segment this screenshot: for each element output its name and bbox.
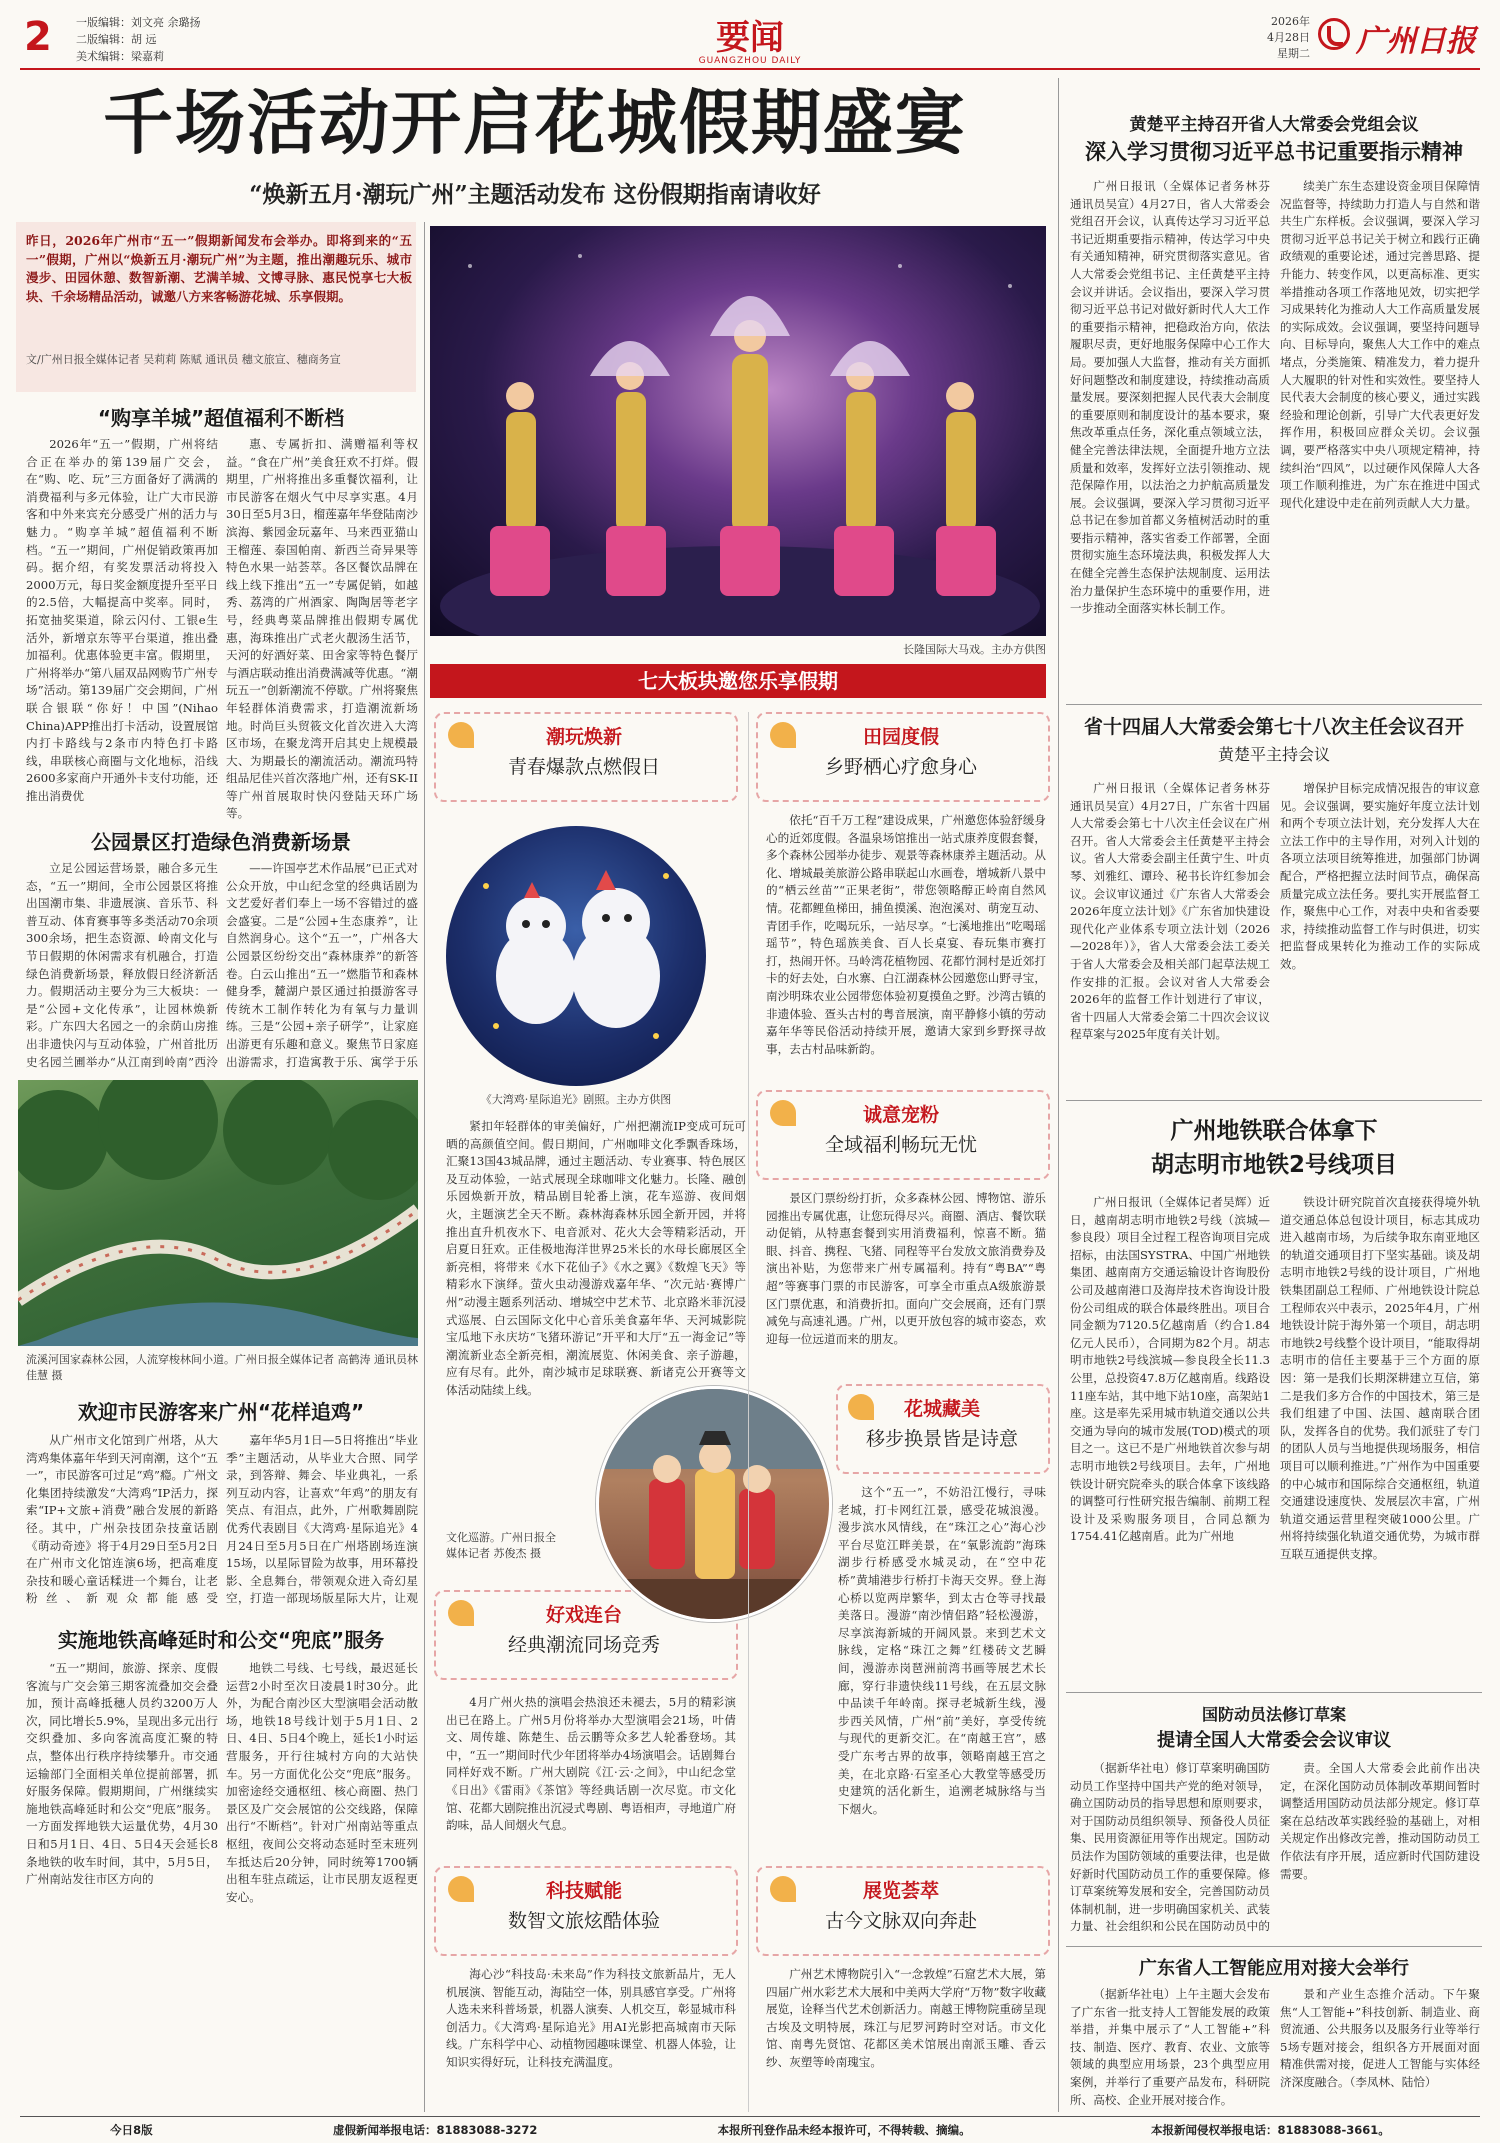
article-divider (1066, 1692, 1482, 1693)
block-tag: 科技赋能 (545, 1880, 622, 1902)
article-divider (1066, 1946, 1482, 1947)
lead-subheadline: “焕新五月·潮玩广州”主题活动发布 这份假期指南请收好 (249, 181, 821, 208)
article-body: （据新华社电）上午主题大会发布了广东省一批支持人工智能发展的政策举措，并集中展示了“人工智能+”科技、制造、医疗、教育、农业、文旅等领域的典型应用场景，23个典型应用案例，并举行了重要产品发布，科研院所、高校、企业开展对接合作。 (1070, 1987, 1270, 2107)
article-headline: 省十四届人大常委会第七十八次主任会议召开 (1083, 716, 1464, 738)
section-heading: “购享羊城”超值福利不断档 (97, 406, 345, 430)
block-title: 数智文旅炫酷体验 (507, 1910, 660, 1932)
newspaper-logo: 广州日报 (1356, 24, 1476, 59)
article-kicker: 黄楚平主持召开省人大常委会党组会议 (1129, 115, 1419, 135)
article-body: “五一”期间，旅游、探亲、度假客流与广交会第三期客流叠加交会叠加，预计高峰抵穗人员约3200万人次，同比增长5.9%，呈现出多元出行交织叠加、多向客流高度汇聚的特点，整体出行秩序持续攀升。市交通运输部门全面相关单位提前部署，抓好服务保障。假期期间，广州继续实施地铁高峰延时和公交“兜底”服务。一方面发挥地铁大运量优势，4月30日和5月1日、4日、5日4天会延长8条地铁的收车时间，其中，5月5日，广州南站发往市区方向的 (26, 1661, 218, 1887)
editor-line: 一版编辑：刘文亮 余璐扬 (76, 16, 201, 29)
article-body: 景和产业生态推介活动。下午聚焦“人工智能+”科技创新、制造业、商贸流通、公共服务以及服务行业等举行5场专题对接会，组织各方开展面对面精准供需对接，促进人工智能与实体经济深度融合。（李凤林、陆恰） (1280, 1987, 1480, 2089)
article-body: 2026年“五一”假期，广州将结合正在举办的第139届广交会，在“购、吃、玩”三方面备好了满满的消费福利与多元体验，让广大市民游客和中外来宾充分感受广州的活力与魅力。“购享羊城”超值福利不断档。“五一”期间，广州促销政策再加码。据介绍，有奖发票活动将投入2000万元，每日奖金额度提升至平日的2.5倍，大幅提高中奖率。同时，拓宽抽奖渠道，除云闪付、工银e生活外，新增京东等平台渠道，推出叠加福利。优惠体验更丰富。假期里，广州将举办“第八届双品网购节广州专场”活动。第139届广交会期间，广州联合银联“你好！中国”(Nihao China)APP推出打卡活动，设置展馆内打卡路线与2条市内特色打卡路线，串联核心商圈与文化地标，沿线2600多家商户开通外卡支付功能，还推出消费优 (26, 437, 218, 803)
footer-pages: 今日8版 (110, 2123, 153, 2137)
article-body: 景区门票纷纷打折，众多森林公园、博物馆、游乐园推出专属优惠，让您玩得尽兴。商圈、酒店、餐饮联动促销，从特惠套餐到实用消费福利，惊喜不断。猫眼、抖音、携程、飞猪、同程等平台发放文旅消费券及演出补贴，为您带来广州专属福利。持有“粤BA”“粤超”等赛事门票的市民游客，可享全市重点A级旅游景区门票优惠，和消费折扣。面向广交会展商，还有门票减免与高速礼遇。广州，以更开放包容的城市姿态，欢迎每一位远道而来的朋友。 (766, 1191, 1046, 1346)
article-body: 广州艺术博物院引入“一念敦煌”石窟艺术大展，第四届广州水彩艺术大展和中美两大学府“万物”数字收藏展览，诠释当代艺术创新活力。南越王博物院重磅呈现古埃及文明特展，珠江与尼罗河跨时空对话。市文化馆、南粤先贤馆、花都区美术馆展出南派玉雕、香云纱、灰塑等岭南瑰宝。 (766, 1967, 1046, 2069)
footer-rights: 本报所刊登作品未经本报许可，不得转载、摘编。 (717, 2123, 971, 2137)
date-day: 4月28日 (1267, 31, 1310, 44)
parade-photo (596, 1386, 832, 1622)
section-heading: 公园景区打造绿色消费新场景 (91, 830, 351, 854)
article-body: 广州日报讯（全媒体记者吴辉）近日，越南胡志明市地铁2号线（滨城—参良段）项目全过程工程咨询项目完成招标，由法国SYSTRA、中国广州地铁集团、越南南方交通运输设计咨询股份公司及越南港口及海岸技术咨询设计股份公司组成的联合体最终胜出。项目合同金额为7120.5亿越南盾（约合1.84亿元人民币），合同期为82个月。胡志明市地铁2号线滨城—参良段全长11.3公里，总投资47.8万亿越南盾。线路设11座车站，其中地下站10座，高架站1座。这是率先采用城市轨道交通以公共交通为导向的城市发展(TOD)模式的项目之一。这已不是广州地铁首次参与胡志明市地铁2号线项目。去年，广州地铁设计研究院牵头的联合体拿下该线路的调整可行性研究报告编制、前期工程设计及采购服务项目，合同总额为1754.41亿越南盾。此为广州地 (1070, 1195, 1270, 1544)
article-headline: 广州地铁联合体拿下 (1170, 1118, 1378, 1144)
article-kicker: 国防动员法修订草案 (1201, 1705, 1346, 1724)
parade-photo-caption: 文化巡游。广州日报全媒体记者 苏俊杰 摄 (446, 1531, 556, 1560)
footer-rule (20, 2116, 1480, 2117)
mascot-photo-caption: 《大湾鸡·星际追光》剧照。主办方供图 (480, 1093, 672, 1106)
block-tag: 好戏连台 (545, 1604, 622, 1626)
column-rule (424, 222, 425, 2112)
block-title: 乡野栖心疗愈身心 (824, 756, 977, 778)
article-body: 从广州市文化馆到广州塔，从大湾鸡集体嘉年华到天河南潮，这个“五一”，市民游客可过足“鸡”瘾。广州文化集团持续激发“大湾鸡”IP活力，探索“IP+文旅+消费”融合发展的新路径。其中，广州杂技团杂技童话剧《萌动奇迹》将于4月29日至5月2日在广州市文化馆连演6场，把高难度杂技和暖心童话糅进一个舞台，让老粉丝、新观众都能感受 (26, 1433, 218, 1606)
weekday: 星期二 (1277, 47, 1310, 60)
article-headline: 深入学习贯彻习近平总书记重要指示精神 (1085, 140, 1463, 164)
article-body: 广州日报讯（全媒体记者务林芬 通讯员吴宣）4月27日，省人大常委会党组召开会议，认真传达学习习近平总书记近期重要指示精神，传达学习中央有关通知精神，研究贯彻落实意见。省人大常委会党组书记、主任黄楚平主持会议并讲话。会议指出，要深入学习贯彻习近平总书记对做好新时代人大工作的重要指示精神，把稳政治方向，依法履职尽责，更好地服务保障中心工作大局。要加强人大监督，推动有关方面抓好问题整改和制度建设，持续推动高质量发展。要深刻把握人民代表大会制度的重要原则和制度设计的基本要求，聚焦改革重点任务，深化重点领域立法，健全完善法律法规，全面提升地方立法质量和效率，发挥好立法引领推动、规范保障作用，以法治之力护航高质量发展。会议强调，要深入学习贯彻习近平总书记在参加首都义务植树活动时的重要指示精神，落实省委工作部署，全面贯彻实施生态环境法典，积极发挥人大在健全完善生态保护法规制度、运用法治力量保护生态环境中的重要作用，进一步推动全面落实林长制工作。 (1070, 179, 1270, 616)
section-banner: 七大板块邀您乐享假期 (430, 664, 1046, 698)
article-body: 地铁二号线、七号线，最迟延长运营2小时至次日凌晨1时30分。此外，为配合南沙区大型演唱会活动散场，地铁18号线计划于5月1日、2日、4日、5日4个晚上，延长1小时运营服务，开行往城村方向的大站快车。另一方面优化公交“兜底”服务。加密途经交通枢纽、核心商圈、热门景区及广交会展馆的公交线路，保障出行“不断档”。针对广州南站等重点枢纽，夜间公交将动态延时至末班列车抵达后20分钟，同时统筹1700辆出租车驻点疏运，让市民朋友返程更安心。 (226, 1661, 418, 1904)
block-title: 青春爆款点燃假日 (507, 756, 660, 778)
article-body: 广州日报讯（全媒体记者务林芬 通讯员吴宣）4月27日，广东省十四届人大常委会第七十八次主任会议在广州召开。省人大常委会主任黄楚平主持会议。省人大常委会副主任黄宁生、叶贞琴、刘雅红、谭玲、秘书长许红参加会议。会议审议通过《广东省人大常委会2026年度立法计划》《广东省加快建设现代化产业体系专项立法计划（2026—2028年）》，省人大常委会法工委关于省人大常委会及相关部门起草法规工作安排的汇报。会议对省人大常委会2026年的监督工作计划进行了审议，省十四届人大常委会第二十四次会议议程草案与2025年度有关计划。 (1070, 781, 1270, 1042)
lead-photo-caption: 长隆国际大马戏。主办方供图 (903, 643, 1046, 656)
newspaper-logo-icon (1318, 18, 1350, 50)
column-rule (748, 712, 749, 2112)
article-headline: 广东省人工智能应用对接大会举行 (1139, 1958, 1409, 1979)
circus-illustration (430, 226, 1046, 636)
block-tag: 展览荟萃 (862, 1880, 939, 1902)
article-body: 4月广州火热的演唱会热浪还未褪去，5月的精彩演出已在路上。广州5月份将举办大型演唱会21场，叶倩文、周传雄、陈楚生、岳云鹏等众多艺人轮番登场。其中，“五一”期间时代少年团将举办4场演唱会。话剧舞台同样好戏不断。广州大剧院《江·云·之间》，中山纪念堂《日出》《雷雨》《茶馆》等经典话剧一次尽览。市文化馆、花都大剧院推出沉浸式粤剧、粤语相声，寻地道广府韵味，品人间烟火气息。 (446, 1695, 736, 1833)
block-tag: 田园度假 (862, 726, 939, 748)
article-body: ——许国亭艺术作品展”已正式对公众开放，中山纪念堂的经典话剧为文艺爱好者们奉上一场不容错过的盛会盛宴。二是“公园+生态康养”，让自然润身心。这个“五一”，广州各大公园景区纷纷交出“森林康养”的新答卷。白云山推出“五一”燃脂节和森林健身季，麓湖户景区通过拍摄游客寻传统木工制作转化为有氧与力量训练。三是“公园+亲子研学”，让家庭出游更有乐趣和意义。聚焦节日家庭出游需求，打造寓教于乐、寓学于乐 (226, 861, 418, 1069)
article-divider (1066, 704, 1482, 705)
column-rule (1058, 78, 1059, 2112)
article-body: 紧扣年轻群体的审美偏好，广州把潮流IP变成可玩可晒的高颜值空间。假日期间，广州咖啡文化季飘香珠场，汇聚13国43城品牌，通过主题活动、专业赛事、特色展区及互动体验，一站式展现全球咖啡文化魅力。长隆、融创乐园焕新开放，精品剧目轮番上演，花车巡游、夜间烟火，主题演艺全天不断。森林海森林乐园全新开园，并将推出直升机夜水下、电音派对、花火大会等精彩活动，开启夏日狂欢。正佳极地海洋世界25米长的水母长廊展区全新亮相，将带来《水下花仙子》《水之翼》《数煌飞天》等精彩水下演绎。萤火虫动漫游戏嘉年华、“次元站·赛博广州”动漫主题系列活动、增城空中艺术节、北京路米菲沉浸式巡展、白云国际文化中心音乐美食嘉年华、天河城影院宝瓜地下永庆坊“飞猪环游记”开平和大厅“五一海金记”等潮流新业态全新亮相，潮流展览、休闲美食、亲子游趣，应有尽有。此外，南沙城市足球联赛、新诸克公开赛等文体活动陆续上线。 (446, 1119, 746, 1397)
article-body: 增保护目标完成情况报告的审议意见。会议强调，要实施好年度立法计划和两个专项立法计划，充分发挥人大在立法工作中的主导作用，对列入计划的各项立法项目统筹推进，加强部门协调配合，严格把握立法时间节点，确保高质量完成立法任务。要扎实开展监督工作，聚焦中心工作，对表中央和省委要求，持续推动监督工作与时俱进，切实把监督成果转化为推动工作的实际成效。 (1280, 781, 1480, 971)
editor-credits (76, 14, 201, 65)
article-body: 这个“五一”，不妨沿江慢行，寻味老城，打卡网红江景，感受花城浪漫。漫步滨水风情线，在“珠江之心”海心沙平台尽览江畔美景，在“氧影流韵”海珠湖步行桥感受水城灵动，在“空中花桥”黄埔港步行桥打卡海天交界。登上海心桥以览两岸繁华，到太古仓等寻找最美落日。漫游“南沙情侣路”轻松漫游，尽享滨海新城的开阔风景。来到艺术文脉线，定格“珠江之舞”红楼砖文艺瞬间，漫游赤岗琶洲前湾书画等展艺术长廊，穿行非遗快线11号线，在五层文脉中品读千年岭南。探寻老城新生线，漫步西关风情，广州“前”美好，享受传统与现代的更新交汇。在“南越王宫”，感受广东考古界的故事，领略南越王宫之美，在北京路·石室圣心大教堂等感受历史建筑的活化新生，追溯老城脉络与当下烟火。 (838, 1485, 1046, 1816)
mascot-photo (446, 826, 706, 1086)
section-subtitle: GUANGZHOU DAILY (698, 56, 802, 66)
article-body: （据新华社电）修订草案明确国防动员工作坚持中国共产党的绝对领导，确立国防动员的指导思想和原则要求，对于国防动员组织领导、预备役人员征集、民用资源征用等作出规定。国防动员法作为国防领域的重要法律，也是做好新时代国防动员工作的重要保障。修订草案统筹发展和安全，完善国防动员体制机制，进一步明确国家机关、武装力量、社会组织和公民在国防动员中的 (1070, 1761, 1270, 1934)
article-body: 铁设计研究院首次直接获得境外轨道交通总体总包设计项目，标志其成功进入越南市场，为后续争取东南亚地区的轨道交通项目打下坚实基础。谈及胡志明市地铁2号线的设计项目，广州地铁集团副总工程师、广州地铁设计院总工程师农兴中表示，2025年4月，广州地铁设计院于海外第一个项目，胡志明市地铁2号线整个设计项目，“能取得胡志明市的信任主要基于三个方面的原因：第一是我们长期深耕建立互信，第二是我们多方合作的中国技术，第三是我们组建了中国、法国、越南联合团队，发挥各自的优势。我们派驻了专门的团队人员与当地提供现场服务，相信项目可以顺利推进。”广州作为中国重要的中心城市和国际综合交通枢纽，轨道交通建设速度快、发展层次丰富，广州轨道交通运营里程突破1000公里。广州将持续强化轨道交通优势，为城市群互联互通提供支撑。 (1280, 1195, 1480, 1561)
lead-photo (430, 226, 1046, 636)
block-title: 全域福利畅玩无忧 (824, 1134, 977, 1156)
editor-line: 二版编辑：胡 远 (76, 33, 157, 46)
article-body: 责。全国人大常委会此前作出决定，在深化国防动员体制改革期间暂时调整适用国防动员法部分规定。修订草案在总结改革实践经验的基础上，对相关规定作出修改完善，推动国防动员工作依法有序开展，适应新时代国防建设需要。 (1280, 1761, 1480, 1881)
section-heading: 实施地铁高峰延时和公交“兜底”服务 (57, 1628, 385, 1652)
block-tag: 花城藏美 (903, 1398, 980, 1420)
date-year: 2026年 (1271, 15, 1310, 28)
issue-date (1240, 14, 1310, 62)
forest-photo-caption: 流溪河国家森林公园，人流穿梭林间小道。广州日报全媒体记者 高鹤涛 通讯员林佳慧 摄 (26, 1353, 418, 1382)
mascot-illustration (446, 826, 706, 1086)
parade-illustration (599, 1389, 829, 1619)
article-headline: 胡志明市地铁2号线项目 (1150, 1152, 1397, 1178)
block-tag: 潮玩焕新 (545, 726, 622, 748)
section-heading: 欢迎市民游客来广州“花样追鸡” (77, 1400, 365, 1424)
article-body: 立足公园运营场景，融合多元生态，“五一”期间，全市公园景区将推出国潮市集、非遗展演、音乐节、科普互动、体育赛事等多类活动70余项300余场，把生态资源、岭南文化与节日假期的休闲需求有机融合，打造绿色消费新场景，释放假日经济新活力。假期活动主要分为三大板块：一是“公园+文化传承”，让园林焕新彩。广东四大名园之一的余荫山房推出非遗快闪与互动体验，广州首批历史名园兰圃举办“从江南到岭南”西泠 (26, 861, 218, 1069)
article-body: 惠、专属折扣、满赠福利等权益。“食在广州”美食狂欢不打烊。假期里，广州将推出多重餐饮福利，让市民游客在烟火气中尽享实惠。4月30日至5月3日，榴莲嘉年华登陆南沙滨海、紫园金玩嘉年、马来西亚猫山王榴莲、泰国帕南、新西兰奇异果等特色水果一站荟萃。各区餐饮品牌在线上线下推出“五一”专属促销，如越秀、荔湾的广州酒家、陶陶居等老字号，经典粤菜品牌推出假期专属优惠，海珠推出广式老火靓汤生活节，天河的好酒好菜、田舍家等特色餐厅与酒店联动推出消费满减等优惠。“潮玩五一”创新潮流不停歇。广州将聚焦年轻群体消费需求，打造潮流新场地。时尚巨头贸筱文化首次进入大湾区市场，在聚龙湾开启其史上规模最大、为期最长的潮流活动。潮流玛特组品尼佳兴首次落地广州，还有SK-II等广州首展取时快闪登陆天环广场等。 (226, 437, 418, 820)
block-title: 古今文脉双向奔赴 (824, 1910, 977, 1932)
block-title: 移步换景皆是诗意 (865, 1428, 1018, 1450)
page-number: 2 (24, 14, 52, 60)
article-body: 依托“百千万工程”建设成果，广州邀您体验舒缓身心的近郊度假。各温泉场馆推出一站式康养度假套餐，多个森林公园举办徒步、观景等森林康养主题活动。从化、增城最美旅游公路串联起山水画卷，增城新八景中的“栖云丝苗”“正果老街”，带您领略醇正岭南自然风情。花都鲤鱼梯田，捕鱼摸溪、泡泡溪对、萌宠互动、青团手作，吃喝玩乐，一站尽享。“七溪地推出“吃喝瑶瑶节”，特色瑶族美食、百人长桌宴、春玩集市赛打打，热闹开怀。马岭湾花植物园、花都竹洞村是近郊打卡的好去处，白水寨、白江湖森林公园邀您山野寻宝，南沙明珠农业公园带您体验初夏摸鱼之野。沙湾古镇的非遗体验、疍头古村的粤音展演，南平静修小镇的劳动嘉年华等民俗活动持续开展，邀请大家到乡野探寻故事，去古村品味新韵。 (766, 813, 1046, 1056)
footer-hotline: 虚假新闻举报电话：81883088-3272 (333, 2123, 538, 2137)
editor-line: 美术编辑：梁嘉莉 (76, 50, 164, 63)
article-body: 续美广东生态建设资金项目保障情况监督等，持续助力打造人与自然和谐共生广东样板。会议强调，要深入学习贯彻习近平总书记关于树立和践行正确政绩观的重要论述，通过完善思路、提升能力、转变作风，以更高标准、更实举措推动各项工作落地见效，切实把学习成果转化为推动人大工作高质量发展的实际成效。会议强调，要坚持问题导向、目标导向，聚焦人大工作中的难点堵点，分类施策、精准发力，着力提升人大履职的针对性和实效性。要坚持人民代表大会制度的核心要义，通过实践经验和理论创新，引导广大代表更好发挥作用，积极回应群众关切。会议强调，要严格落实中央八项规定精神，持续纠治“四风”，以过硬作风保障人大各项工作顺利推进，为广东在推进中国式现代化建设中走在前列贡献人大力量。 (1280, 179, 1480, 510)
block-tag: 诚意宠粉 (862, 1104, 939, 1126)
block-title: 经典潮流同场竞秀 (507, 1634, 660, 1656)
article-divider (1066, 1100, 1482, 1101)
forest-illustration (18, 1080, 418, 1346)
article-headline: 提请全国人大常委会会议审议 (1157, 1730, 1391, 1751)
lead-summary: 昨日，2026年广州市“五一”假期新闻发布会举办。即将到来的“五一”假期，广州以“焕新五月·潮玩广州”为主题，推出潮趣玩乐、城市漫步、田园休憩、数智新潮、艺满羊城、文博寻脉、惠民悦享七大板块、千余场精品活动，诚邀八方来客畅游花城、乐享假期。 (26, 233, 412, 304)
article-body: 嘉年华5月1日—5日将推出“毕业季”主题活动，从毕业大合照、同学录，到答辩、舞会、毕业典礼，一系列互动内容，让喜欢“年鸡”的朋友有笑点、有泪点，此外，广州歌舞剧院优秀代表剧目《大湾鸡·星际追光》4月24日至5月5日在广州塔剧场连演15场，以星际冒险为故事，用环幕投影、全息舞台，带领观众进入奇幻星空，打造一部现场版星际大片，让观 (226, 1433, 418, 1606)
section-title: 要闻 (716, 18, 784, 58)
lead-byline: 文/广州日报全媒体记者 吴莉莉 陈赋 通讯员 穗文旅宣、穗商务宣 (26, 353, 341, 366)
article-body: 海心沙“科技岛·未来岛”作为科技文旅新品片，无人机展演、智能互动，海陆空一体，别具感官享受。广州将人选未来科普场景，机器人演奏、人机交互，彰显城市科创活力。《大湾鸡·星际追光》用AI光影把高城南市天际线。广东科学中心、动植物园趣味课堂、机器人体验，让知识实得好玩，让科技充满温度。 (446, 1967, 736, 2069)
lead-headline: 千场活动开启花城假期盛宴 (103, 81, 967, 164)
footer-report: 本报新闻侵权举报电话：81883088-3661。 (1151, 2123, 1390, 2137)
masthead-rule (20, 68, 1480, 70)
footer (20, 2122, 1480, 2138)
article-subheadline: 黄楚平主持会议 (1217, 745, 1330, 764)
forest-photo (18, 1080, 418, 1346)
